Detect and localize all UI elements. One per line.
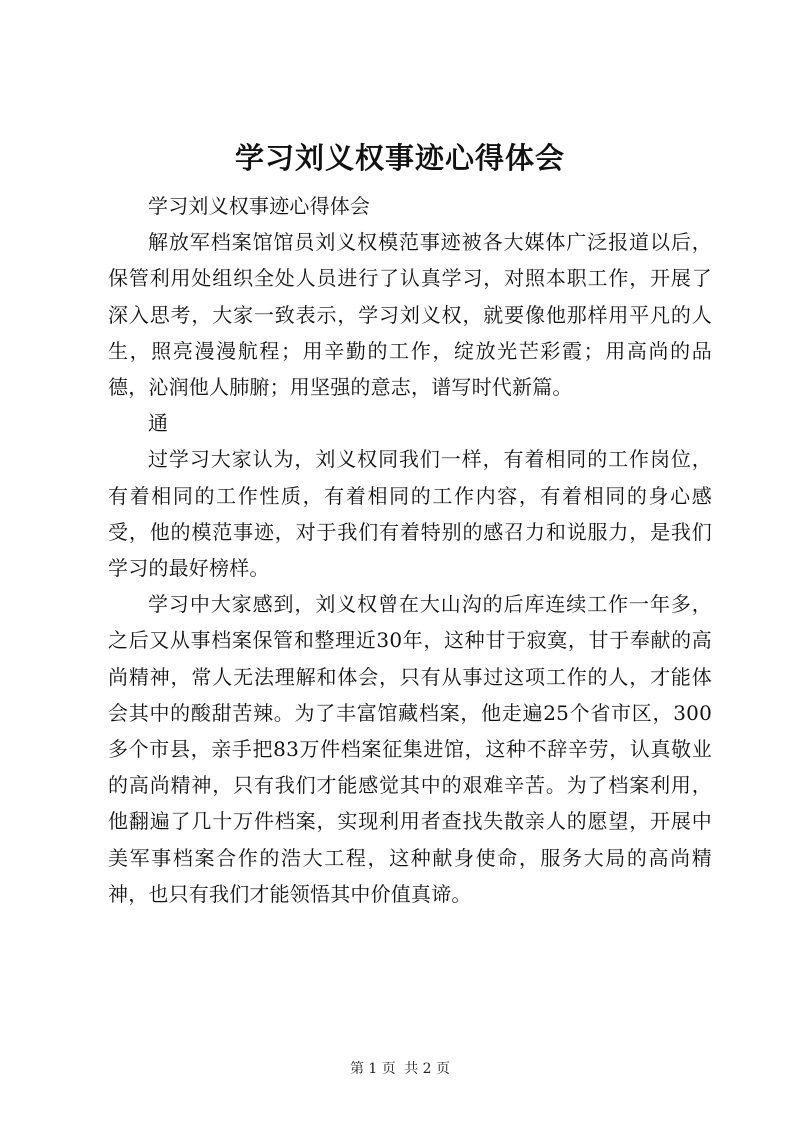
page-footer xyxy=(0,1059,800,1079)
paragraph-spirit: 学习中大家感到，刘义权曾在大山沟的后库连续工作一年多，之后又从事档案保管和整理近30年，这种甘于寂寞，甘于奉献的高尚精神，常人无法理解和体会，只有从事过这项工作的人，才能体会其中的酸甜苦辣。为了丰富馆藏档案，他走遍25个省市区，300多个市县，亲手把83万件档案征集进馆，这种不辞辛劳，认真敬业的高尚精神，只有我们才能感觉其中的艰难辛苦。为了档案利用，他翻遍了几十万件档案，实现利用者查找失散亲人的愿望，开展中美军事档案合作的浩大工程，这种献身使命，服务大局的高尚精神，也只有我们才能领悟其中价值真谛。 xyxy=(108,592,712,906)
paragraph-fragment: 通 xyxy=(148,411,169,436)
page-number: 第 1 页 xyxy=(349,1061,396,1077)
paragraph-learning: 过学习大家认为，刘义权同我们一样，有着相同的工作岗位，有着相同的工作性质，有着相同的工作内容，有着相同的身心感受，他的模范事迹，对于我们有着特别的感召力和说服力，是我们学习的最好榜样。 xyxy=(108,447,712,581)
paragraph-intro: 解放军档案馆馆员刘义权模范事迹被各大媒体广泛报道以后，保管利用处组织全处人员进行了认真学习，对照本职工作，开展了深入思考，大家一致表示，学习刘义权，就要像他那样用平凡的人生，照亮漫漫航程；用辛勤的工作，绽放光芒彩霞；用高尚的品德，沁润他人肺腑；用坚强的意志，谱写时代新篇。 xyxy=(108,230,712,400)
page-total: 共 2 页 xyxy=(404,1061,451,1077)
paragraph-subtitle: 学习刘义权事迹心得体会 xyxy=(148,194,371,218)
document-title: 学习刘义权事迹心得体会 xyxy=(234,141,565,175)
document-body xyxy=(108,188,712,912)
